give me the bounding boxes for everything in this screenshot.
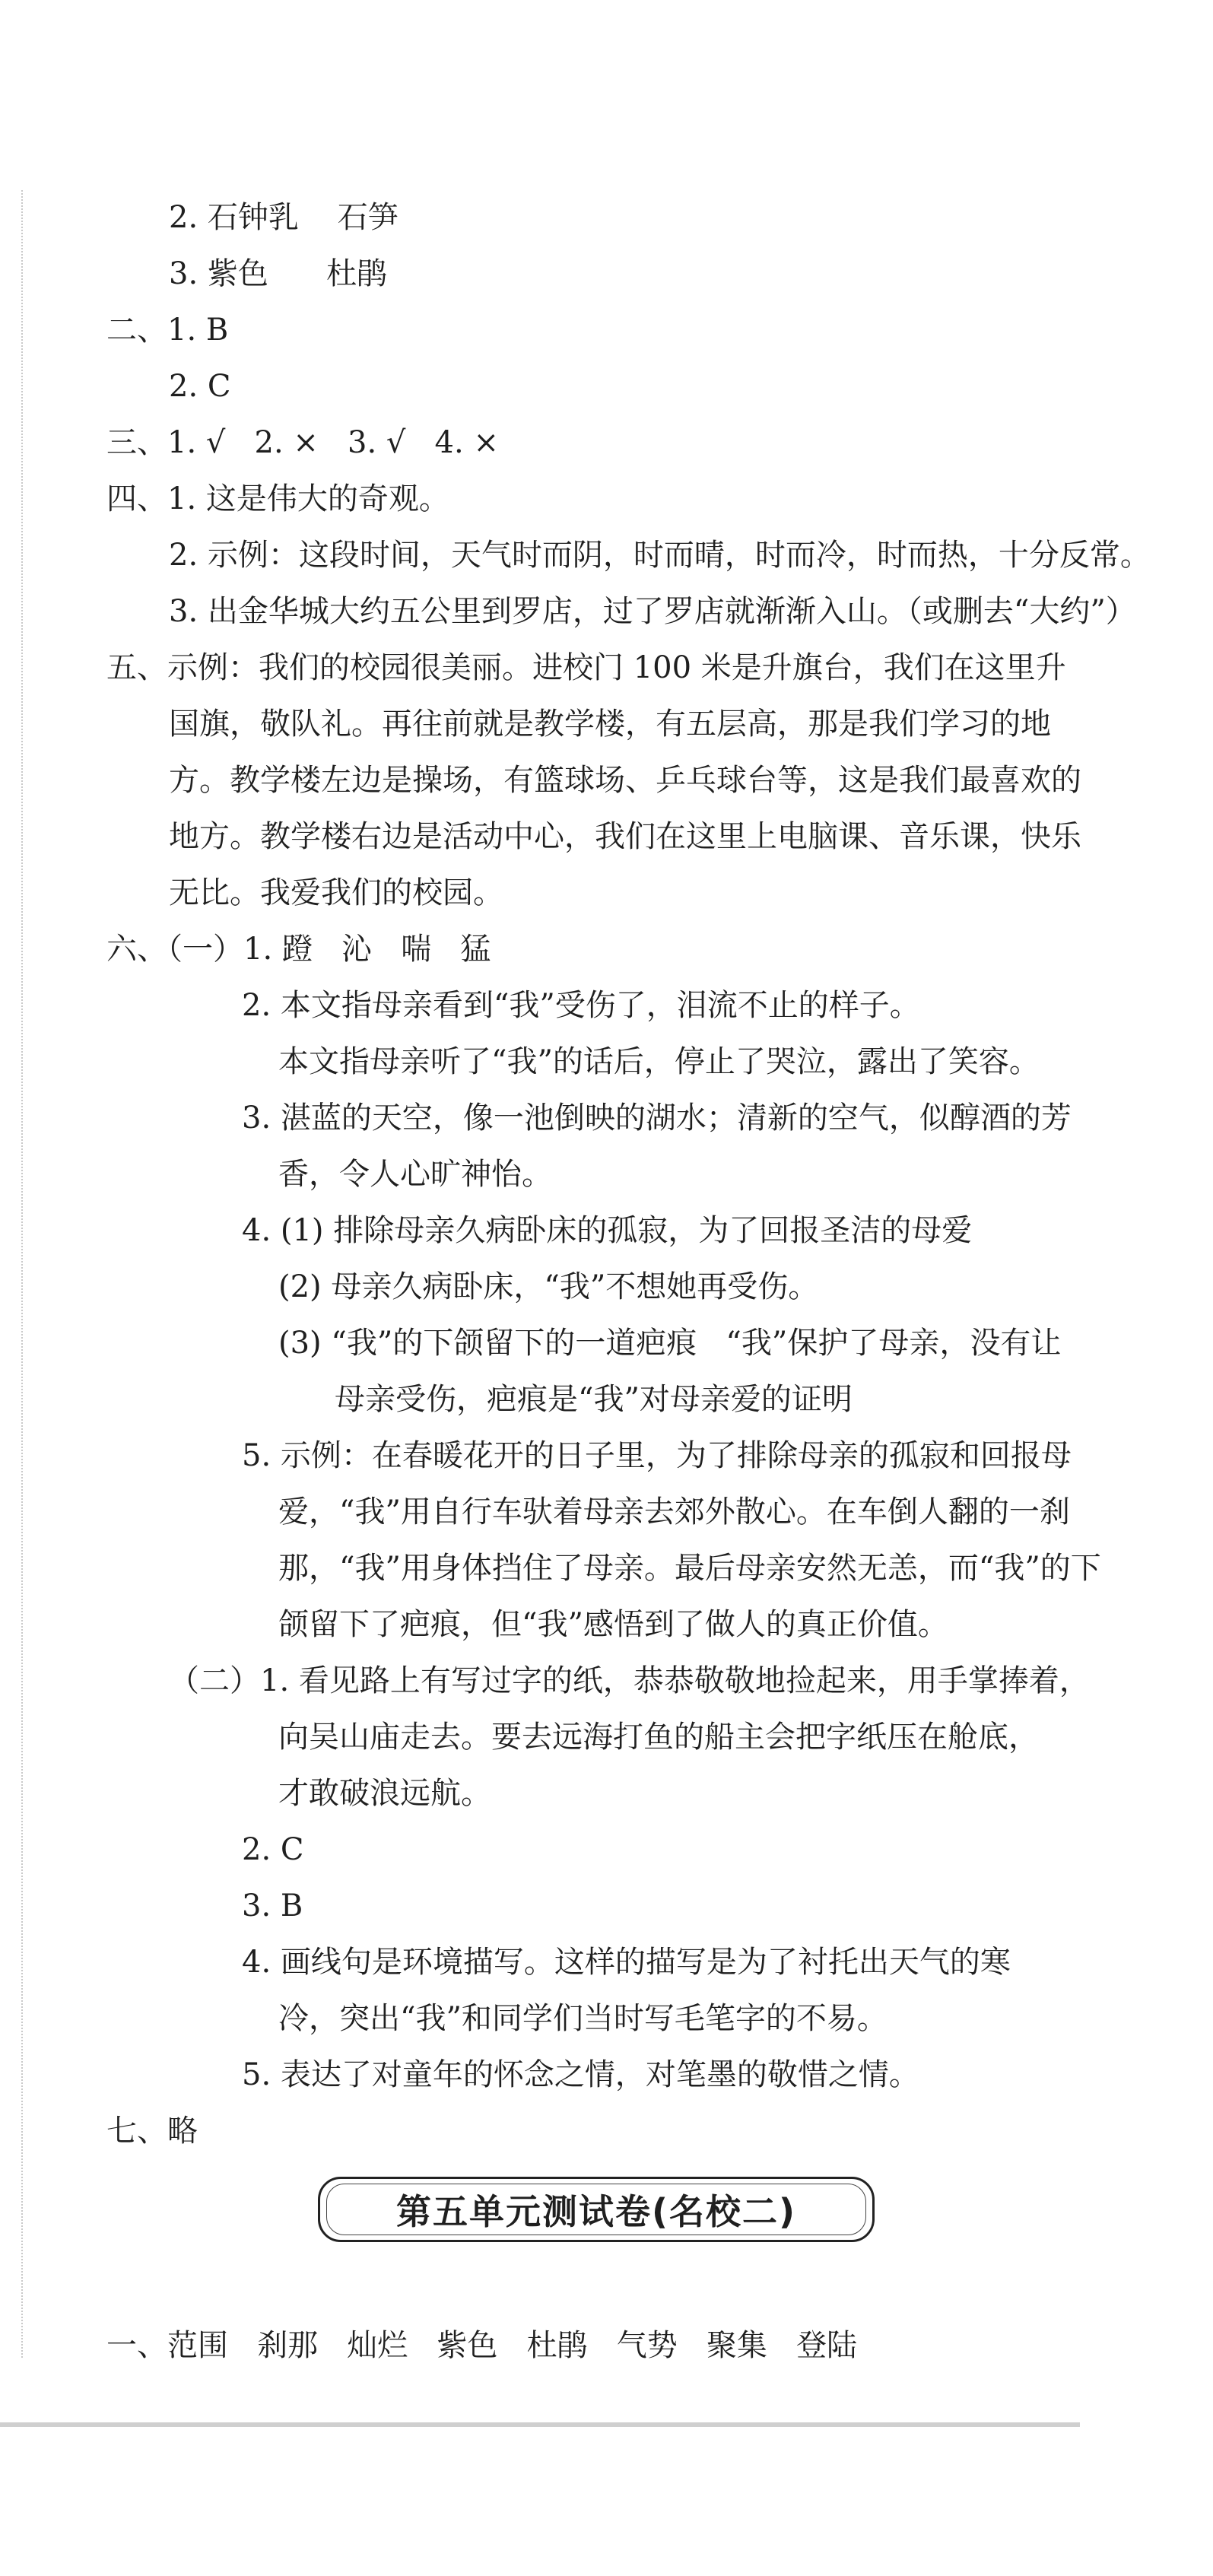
answer-line: 七、略	[106, 2114, 198, 2149]
answer-line: 三、1. √ 2. × 3. √ 4. ×	[106, 425, 499, 460]
answer-line: 4. (1) 排除母亲久病卧床的孤寂，为了回报圣洁的母爱	[242, 1213, 973, 1248]
answer-line: 2. 石钟乳 石笋	[169, 200, 399, 235]
answer-line: 二、1. B	[106, 313, 229, 348]
answer-line: 向吴山庙走去。要去远海打鱼的船主会把字纸压在舱底，	[278, 1720, 1039, 1755]
answer-line: 2. C	[169, 369, 231, 404]
answer-line: 5. 表达了对童年的怀念之情，对笔墨的敬惜之情。	[242, 2057, 919, 2092]
answer-line: 方。教学楼左边是操场，有篮球场、乒乓球台等，这是我们最喜欢的	[169, 763, 1081, 798]
answer-line: 一、范围 刹那 灿烂 紫色 杜鹃 气势 聚集 登陆	[106, 2328, 858, 2363]
answer-line: 5. 示例：在春暖花开的日子里，为了排除母亲的孤寂和回报母	[242, 1438, 1072, 1473]
answer-line: 国旗，敬队礼。再往前就是教学楼，有五层高，那是我们学习的地	[169, 707, 1051, 742]
answer-line: 四、1. 这是伟大的奇观。	[106, 481, 449, 516]
answer-line: 本文指母亲听了“我”的话后，停止了哭泣，露出了笑容。	[278, 1044, 1040, 1079]
page-bottom-rule	[0, 2422, 1080, 2427]
answer-line: 母亲受伤，疤痕是“我”对母亲爱的证明	[335, 1382, 853, 1417]
answer-line: 那，“我”用身体挡住了母亲。最后母亲安然无恙，而“我”的下	[278, 1551, 1101, 1586]
answer-line: 才敢破浪远航。	[278, 1776, 491, 1811]
answer-line: 冷，突出“我”和同学们当时写毛笔字的不易。	[278, 2001, 888, 2036]
answer-line: 3. B	[242, 1888, 303, 1923]
answer-line: (2) 母亲久病卧床，“我”不想她再受伤。	[278, 1269, 819, 1304]
answer-line: 无比。我爱我们的校园。	[169, 875, 503, 910]
answer-line: 3. 出金华城大约五公里到罗店，过了罗店就渐渐入山。（或删去“大约”）	[169, 594, 1136, 629]
answer-line: (3) “我”的下颌留下的一道疤痕 “我”保护了母亲，没有让	[278, 1326, 1062, 1361]
answer-line: 2. 本文指母亲看到“我”受伤了，泪流不止的样子。	[242, 988, 920, 1023]
answer-line: 2. 示例：这段时间，天气时而阴，时而晴，时而冷，时而热，十分反常。	[169, 538, 1151, 573]
answer-line: 4. 画线句是环境描写。这样的描写是为了衬托出天气的寒	[242, 1945, 1011, 1980]
section-title: 第五单元测试卷(名校二)	[395, 2191, 797, 2232]
answer-line: 地方。教学楼右边是活动中心，我们在这里上电脑课、音乐课，快乐	[169, 819, 1081, 854]
answer-line: （二）1. 看见路上有写过字的纸，恭恭敬敬地捡起来，用手掌捧着，	[169, 1663, 1090, 1698]
answer-line: 五、示例：我们的校园很美丽。进校门 100 米是升旗台，我们在这里升	[106, 650, 1066, 685]
section-title-box	[318, 2177, 875, 2242]
answer-line: 香，令人心旷神怡。	[278, 1157, 552, 1192]
answer-line: 3. 紫色 杜鹃	[169, 256, 388, 291]
answer-line: 3. 湛蓝的天空，像一池倒映的湖水；清新的空气，似醇酒的芳	[242, 1101, 1072, 1136]
binding-dotted-line	[21, 190, 23, 2358]
answer-line: 2. C	[242, 1832, 304, 1867]
answer-line: 六、（一）1. 蹬 沁 喘 猛	[106, 932, 491, 967]
answer-line: 颌留下了疤痕，但“我”感悟到了做人的真正价值。	[278, 1607, 948, 1642]
answer-line: 爱，“我”用自行车驮着母亲去郊外散心。在车倒人翻的一刹	[278, 1494, 1070, 1529]
